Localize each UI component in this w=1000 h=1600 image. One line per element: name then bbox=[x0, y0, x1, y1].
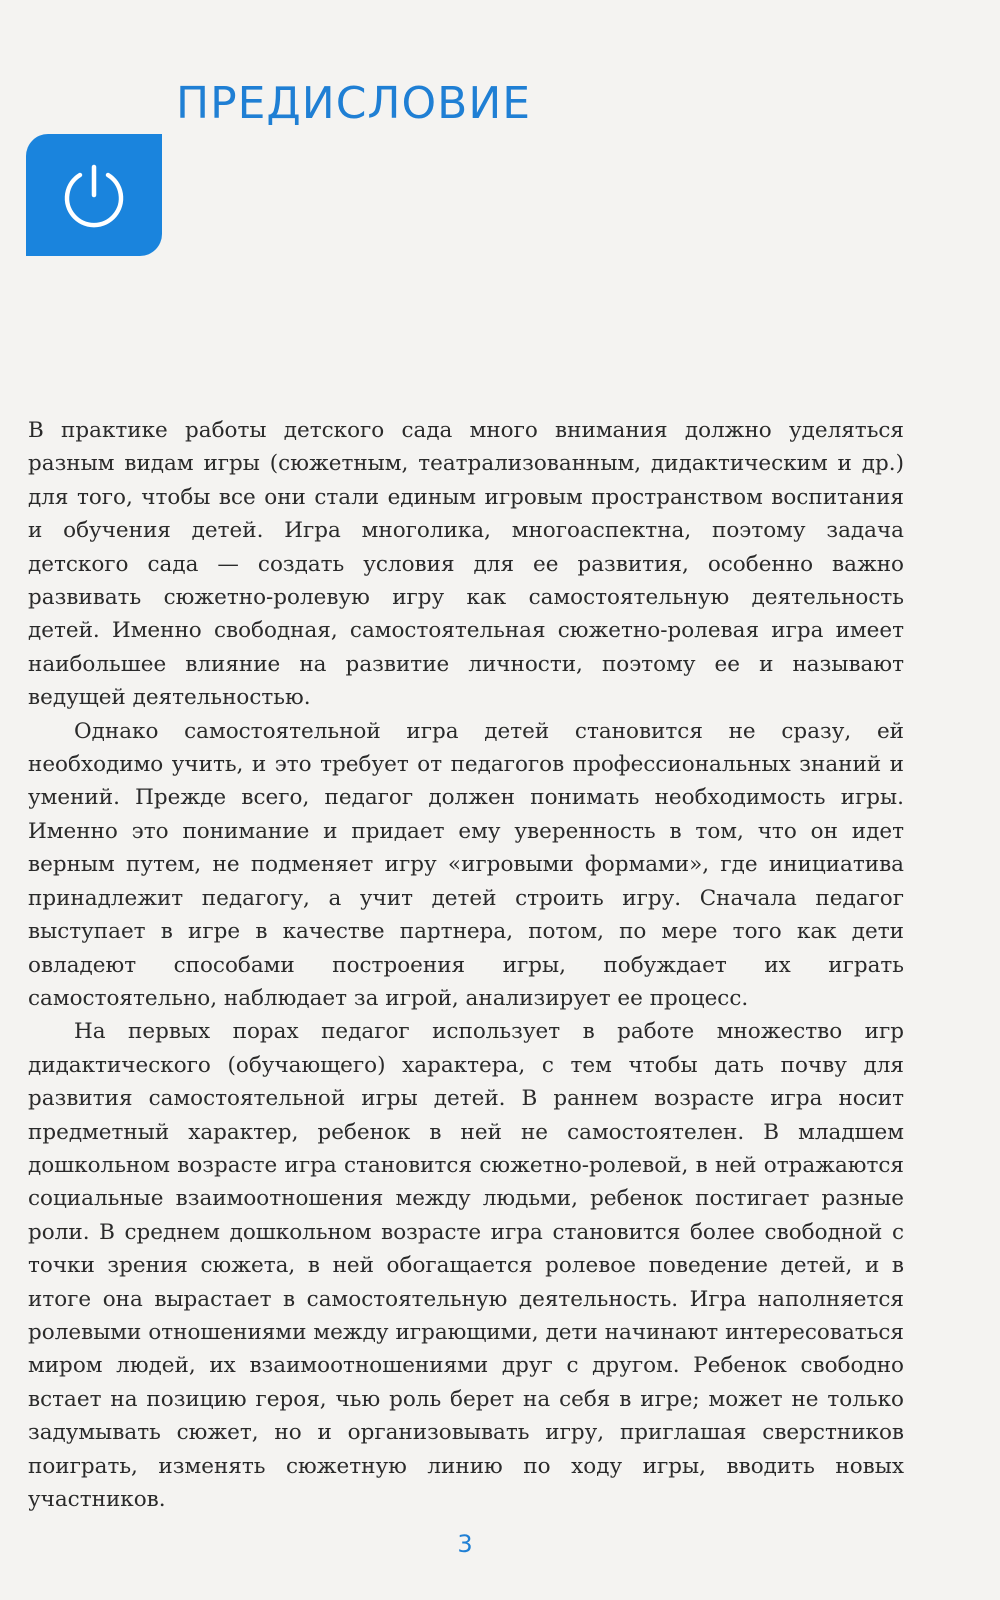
power-icon bbox=[54, 155, 134, 235]
paragraph-3: На первых порах педагог использует в работе множество игр дидактического (обучающего) характера, с тем чтобы дать почву для развития самостоятельной игры детей. В раннем возрасте игра носит предметный характер, ребенок в ней не самостоятелен. В младшем дошкольном возрасте игра становится сюжетно-ролевой, в ней отражаются социальные взаимоотношения между людьми, ребенок постигает разные роли. В среднем дошкольном возрасте игра становится более свободной с точки зрения сюжета, в ней обогащается ролевое поведение детей, и в итоге она вырастает в самостоятельную деятельность. Игра наполняется ролевыми отношениями между играющими, дети начинают интересоваться миром людей, их взаимоотношениями друг с другом. Ребенок свободно встает на позицию героя, чью роль берет на себя в игре; может не только задумывать сюжет, но и организовывать игру, приглашая сверстников поиграть, изменять сюжетную линию по ходу игры, вводить новых участников. bbox=[28, 1019, 904, 1512]
page-title: ПРЕДИСЛОВИЕ bbox=[176, 78, 532, 129]
chapter-badge bbox=[26, 134, 162, 256]
page-number: 3 bbox=[457, 1530, 473, 1558]
paragraph-2: Однако самостоятельной игра детей становится не сразу, ей необходимо учить, и это требует от педагогов профессиональных знаний и умений. Прежде всего, педагог должен понимать необходимость игры. Именно это понимание и придает ему уверенность в том, что он идет верным путем, не подменяет игру «игровыми формами», где инициатива принадлежит педагогу, а учит детей строить игру. Сначала педагог выступает в игре в качестве партнера, потом, по мере того как дети овладеют способами построения игры, побуждает их играть самостоятельно, наблюдает за игрой, анализирует ее процесс. bbox=[28, 718, 904, 1011]
paragraph-1: В практике работы детского сада много внимания должно уделяться разным видам игры (сюжетным, театрализованным, дидактическим и др.) для того, чтобы все они стали единым игровым пространством воспитания и обучения детей. Игра многолика, многоаспектна, поэтому задача детского сада — создать условия для ее развития, особенно важно развивать сюжетно-ролевую игру как самостоятельную деятельность детей. Именно свободная, самостоятельная сюжетно-ролевая игра имеет наибольшее влияние на развитие личности, поэтому ее и называют ведущей деятельностью. bbox=[28, 418, 904, 711]
body-text bbox=[28, 414, 904, 1516]
